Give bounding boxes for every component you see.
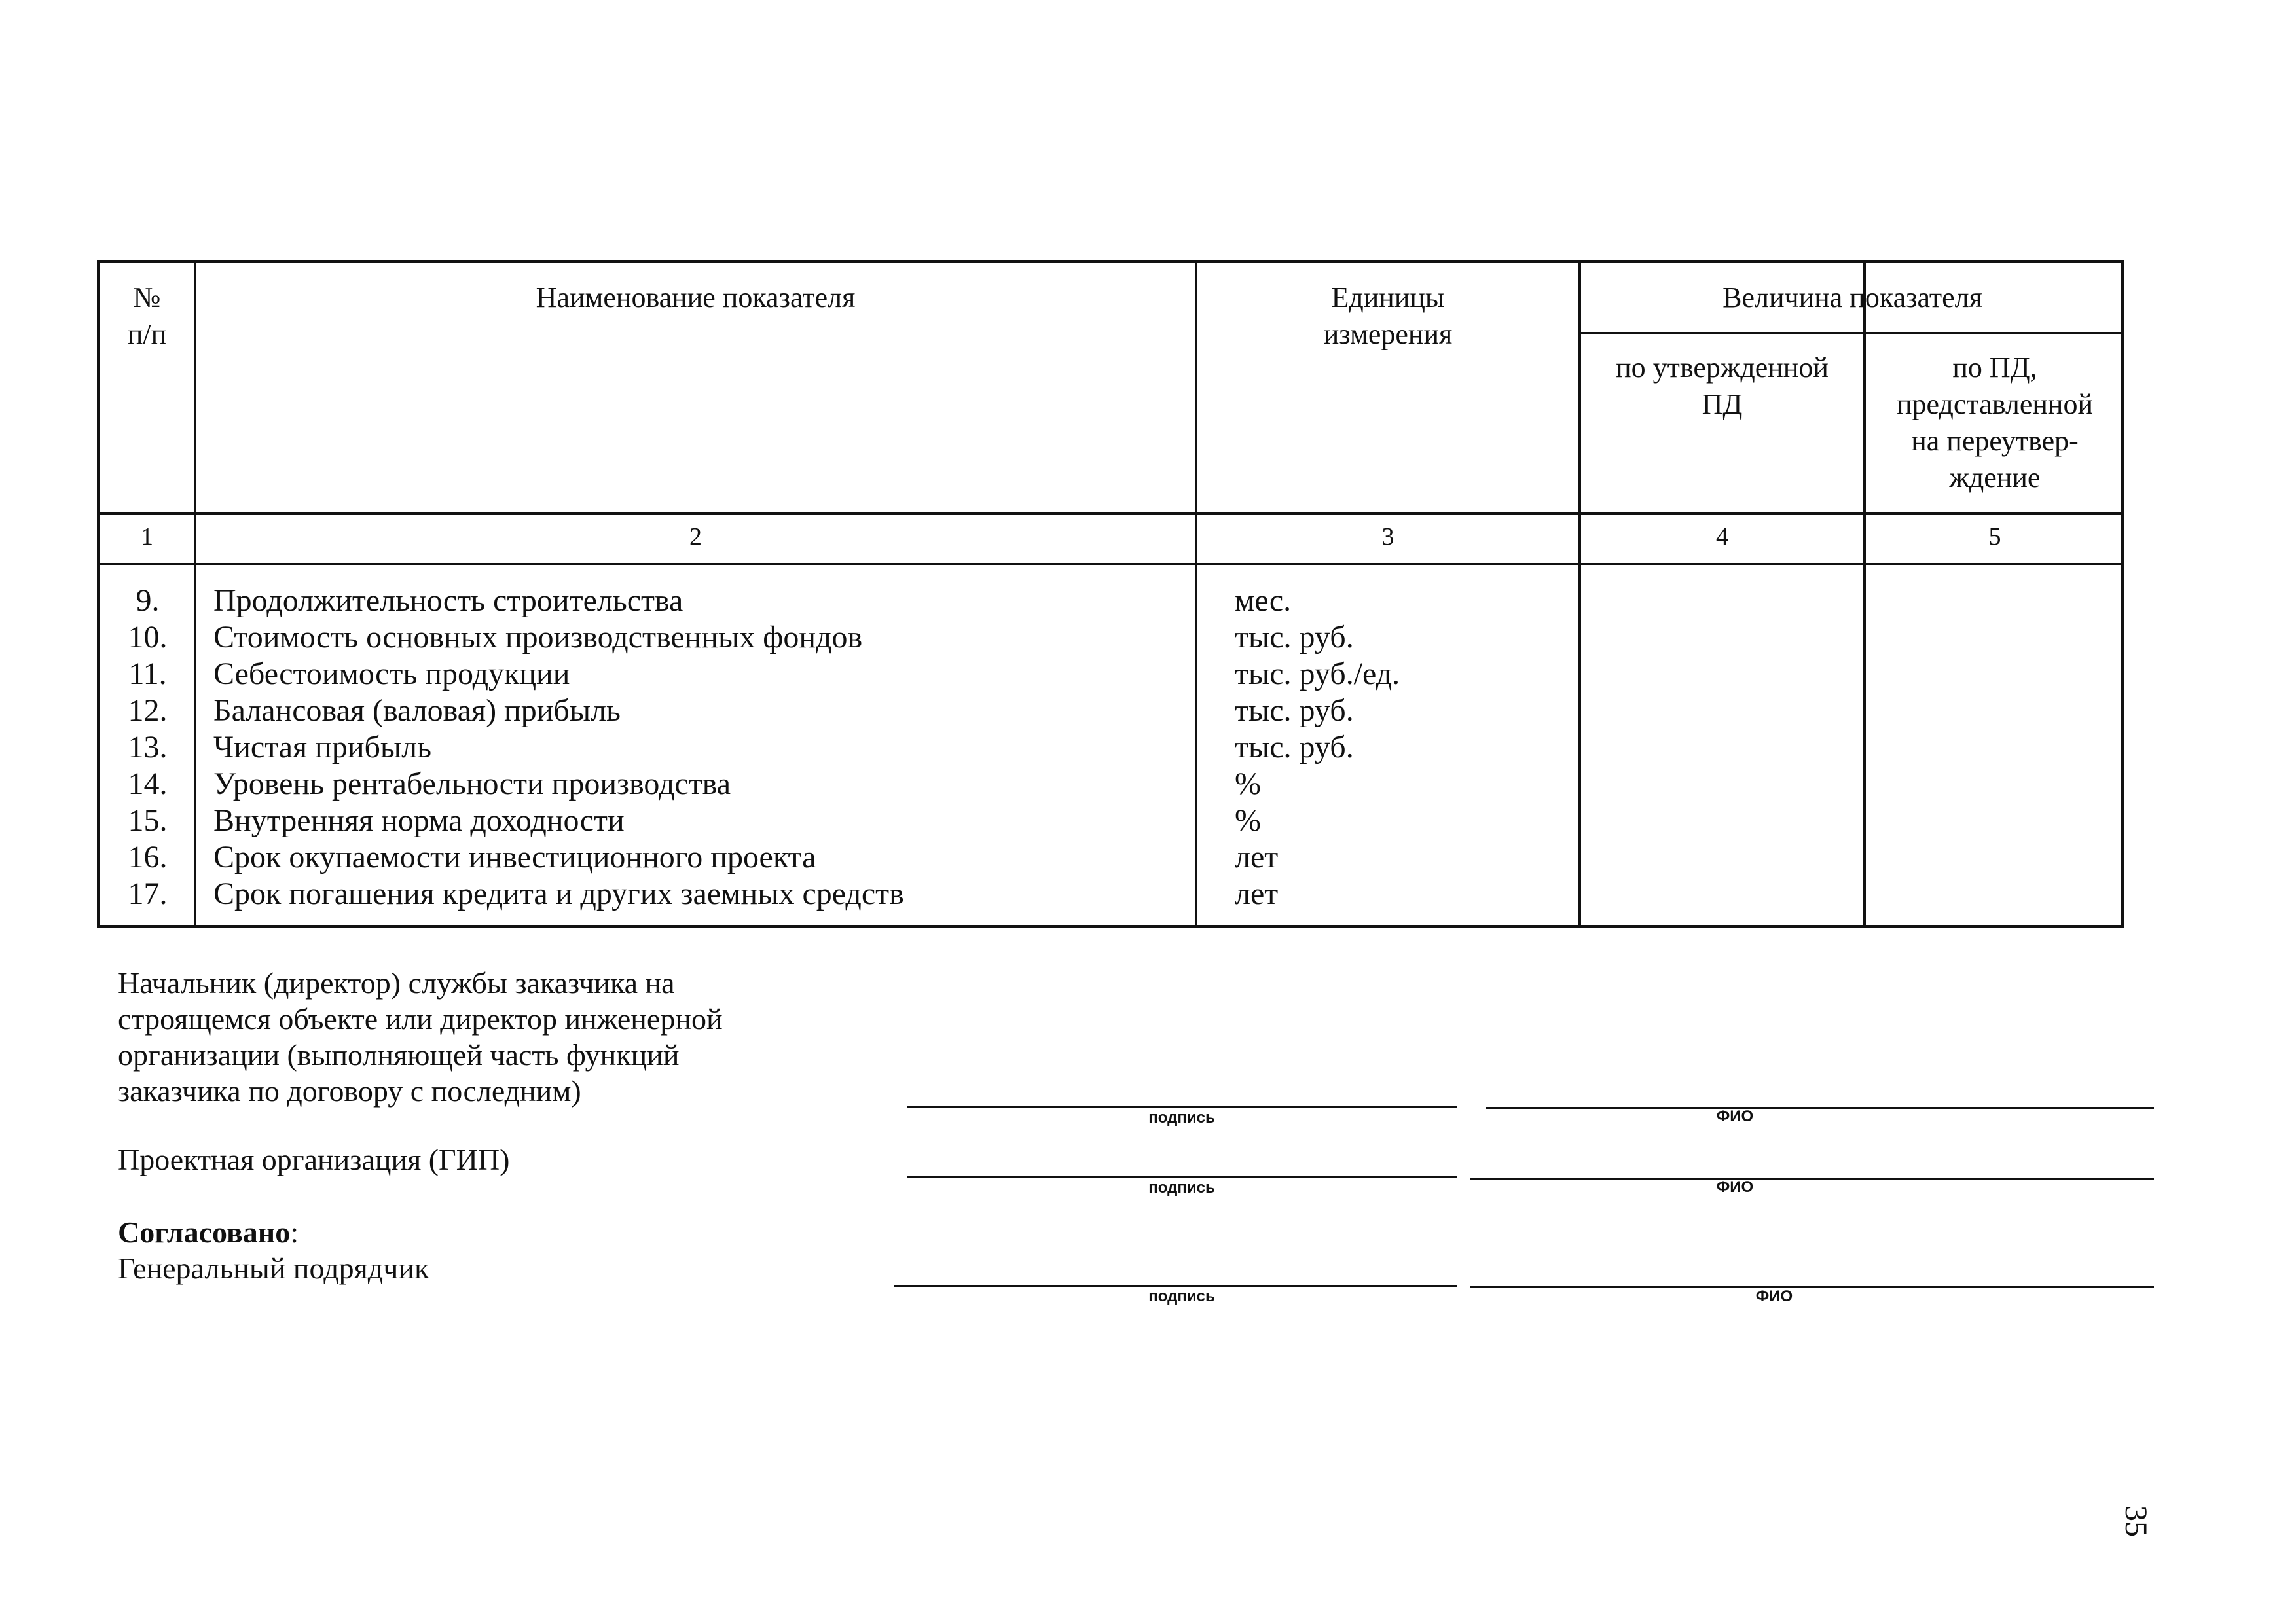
row-unit: % — [1235, 803, 1261, 838]
contractor-name-caption: ФИО — [1755, 1288, 1793, 1305]
table-row — [100, 656, 2121, 693]
agreed-label: Согласовано — [118, 1216, 291, 1249]
col-number-3: 3 — [1381, 523, 1394, 550]
col-number-4: 4 — [1716, 523, 1728, 550]
table-row — [100, 583, 2121, 619]
table-row — [100, 619, 2121, 656]
row-indicator: Чистая прибыль — [213, 730, 432, 765]
agreed-colon: : — [290, 1216, 299, 1249]
table-hline — [100, 512, 2121, 515]
contractor-signature-line — [894, 1285, 1457, 1287]
table-row — [100, 766, 2121, 803]
designer-name-line — [1470, 1178, 2154, 1180]
row-unit: тыс. руб. — [1235, 693, 1354, 728]
director-title: Начальник (директор) службы заказчика на строящемся объекте или директор инженерной организации (выполняющей часть функций заказчика по договору с последним) — [118, 966, 723, 1108]
page-number: 35 — [2119, 1506, 2153, 1537]
row-indicator: Срок погашения кредита и других заемных средств — [213, 876, 904, 911]
indicators-table — [97, 260, 2124, 928]
director-name-line — [1486, 1107, 2154, 1109]
table-row — [100, 839, 2121, 876]
row-number: 10. — [128, 620, 168, 655]
row-unit: тыс. руб./ед. — [1235, 657, 1400, 691]
table-body — [100, 583, 2121, 912]
director-signature-line — [907, 1106, 1457, 1108]
header-name: Наименование показателя — [536, 281, 856, 314]
row-number: 13. — [128, 730, 168, 765]
table-row — [100, 693, 2121, 729]
row-number: 12. — [128, 693, 168, 728]
row-number: 17. — [128, 876, 168, 911]
row-unit: лет — [1235, 840, 1279, 875]
row-number: 15. — [128, 803, 168, 838]
table-hline — [100, 563, 2121, 565]
row-indicator: Стоимость основных производственных фондов — [213, 620, 863, 655]
row-indicator: Внутренняя норма доходности — [213, 803, 625, 838]
contractor-signature-caption: подпись — [1148, 1288, 1215, 1305]
row-indicator: Себестоимость продукции — [213, 657, 570, 691]
row-unit: тыс. руб. — [1235, 620, 1354, 655]
row-number: 16. — [128, 840, 168, 875]
row-unit: лет — [1235, 876, 1279, 911]
header-value: Величина показателя — [1722, 281, 1982, 314]
contractor-title: Генеральный подрядчик — [118, 1252, 429, 1285]
row-number: 9. — [136, 583, 160, 618]
designer-title: Проектная организация (ГИП) — [118, 1143, 510, 1176]
row-indicator: Срок окупаемости инвестиционного проекта — [213, 840, 816, 875]
row-indicator: Уровень рентабельности производства — [213, 767, 731, 801]
col-number-2: 2 — [689, 523, 702, 550]
designer-signature-line — [907, 1176, 1457, 1178]
row-indicator: Продолжительность строительства — [213, 583, 683, 618]
row-unit: тыс. руб. — [1235, 730, 1354, 765]
header-unit: Единицы измерения — [1323, 281, 1453, 350]
row-indicator: Балансовая (валовая) прибыль — [213, 693, 621, 728]
director-signature-caption: подпись — [1148, 1109, 1215, 1127]
row-number: 11. — [128, 657, 167, 691]
col-number-5: 5 — [1988, 523, 2001, 550]
table-row — [100, 803, 2121, 839]
row-number: 14. — [128, 767, 168, 801]
row-unit: % — [1235, 767, 1261, 801]
designer-name-caption: ФИО — [1716, 1178, 1754, 1196]
designer-signature-caption: подпись — [1148, 1179, 1215, 1197]
header-presented: по ПД, представленной на переутвер- ждение — [1896, 352, 2094, 494]
table-row — [100, 729, 2121, 766]
director-name-caption: ФИО — [1716, 1108, 1754, 1125]
table-hline — [1578, 332, 2121, 334]
header-approved: по утвержденной ПД — [1616, 352, 1829, 420]
header-number: № п/п — [127, 281, 167, 350]
table-row — [100, 876, 2121, 912]
row-unit: мес. — [1235, 583, 1292, 618]
col-number-1: 1 — [141, 523, 153, 550]
agreed-heading — [118, 1214, 299, 1250]
